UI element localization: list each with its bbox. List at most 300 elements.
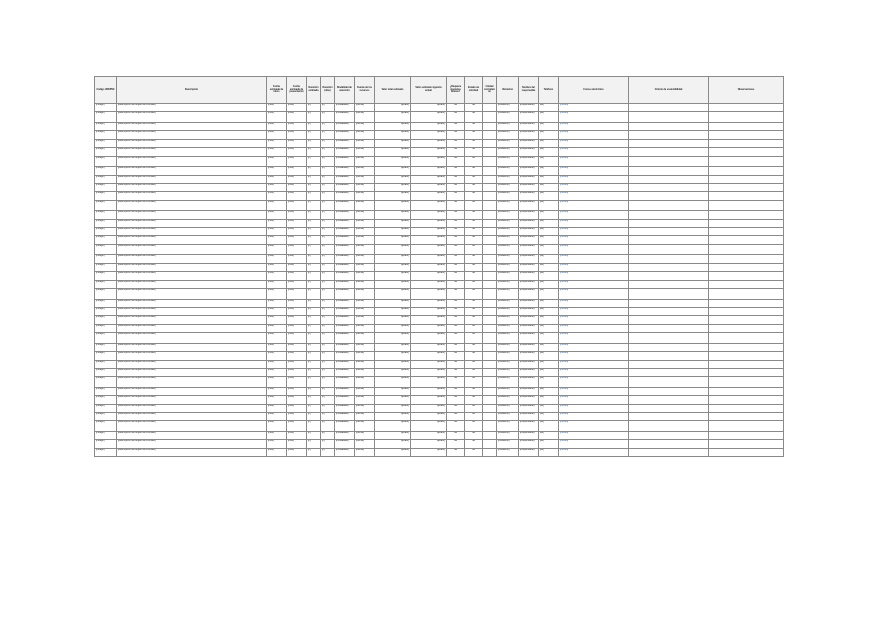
table-row	[95, 139, 784, 147]
table-cell: [tel]	[539, 131, 559, 139]
table-cell: [n]	[321, 255, 335, 263]
table-cell: [n]	[307, 280, 321, 288]
table-cell	[629, 421, 709, 432]
table-cell: $[valor]	[375, 236, 411, 244]
table-cell: [código]	[95, 413, 117, 421]
table-cell: [n]	[307, 148, 321, 156]
table-cell	[709, 263, 784, 271]
table-cell: [n]	[321, 122, 335, 130]
table-cell: $[valor]	[411, 360, 447, 368]
table-cell	[709, 122, 784, 130]
table-cell: [tel]	[539, 413, 559, 421]
table-cell: [fuente]	[355, 432, 375, 440]
table-cell	[629, 289, 709, 300]
table-cell: [fuente]	[355, 255, 375, 263]
table-cell: [descripción del objeto del contrato]	[117, 219, 267, 227]
table-cell: [n]	[321, 289, 335, 300]
table-cell	[629, 343, 709, 351]
table-cell: [responsable]	[519, 148, 539, 156]
table-cell: $[valor]	[411, 255, 447, 263]
table-cell: No	[447, 139, 465, 147]
table-cell: No	[465, 413, 483, 421]
table-cell: $[valor]	[375, 377, 411, 388]
table-cell: [correo]	[559, 200, 629, 211]
table-cell: $[valor]	[411, 396, 447, 404]
table-cell: [descripción del objeto del contrato]	[117, 211, 267, 219]
table-cell: $[valor]	[375, 280, 411, 288]
table-cell	[483, 280, 497, 288]
table-cell: [responsable]	[519, 228, 539, 236]
table-cell: No	[447, 255, 465, 263]
table-cell: [n]	[321, 280, 335, 288]
table-cell: [mes]	[287, 244, 307, 255]
table-cell: [ubicación]	[497, 352, 519, 360]
table-cell: $[valor]	[375, 167, 411, 175]
table-cell: [ubicación]	[497, 343, 519, 351]
table-row	[95, 377, 784, 388]
table-cell: No	[465, 192, 483, 200]
table-cell: [responsable]	[519, 432, 539, 440]
table-cell: [mes]	[267, 236, 287, 244]
table-cell: [tel]	[539, 448, 559, 456]
table-cell: [responsable]	[519, 167, 539, 175]
table-cell: No	[447, 343, 465, 351]
column-header: Código UNSPSC	[95, 77, 117, 104]
table-cell: [responsable]	[519, 236, 539, 244]
table-cell: [correo]	[559, 131, 629, 139]
table-cell: [tel]	[539, 175, 559, 183]
table-cell: [n]	[321, 396, 335, 404]
table-cell: [n]	[307, 448, 321, 456]
table-cell	[483, 167, 497, 175]
table-cell: No	[465, 122, 483, 130]
table-cell: $[valor]	[375, 255, 411, 263]
table-cell: [n]	[307, 219, 321, 227]
table-cell: $[valor]	[375, 228, 411, 236]
table-row	[95, 219, 784, 227]
table-row	[95, 131, 784, 139]
table-cell	[709, 175, 784, 183]
table-cell: [responsable]	[519, 377, 539, 388]
table-cell: No	[465, 360, 483, 368]
table-cell: [tel]	[539, 219, 559, 227]
table-cell: [tel]	[539, 280, 559, 288]
table-cell: [n]	[321, 167, 335, 175]
table-cell: [modalidad]	[335, 200, 355, 211]
table-cell: No	[465, 211, 483, 219]
table-cell: [modalidad]	[335, 413, 355, 421]
table-cell: No	[465, 316, 483, 324]
table-cell: [n]	[307, 211, 321, 219]
table-cell: [modalidad]	[335, 211, 355, 219]
table-cell: [mes]	[267, 432, 287, 440]
table-cell: No	[465, 200, 483, 211]
table-cell: [mes]	[267, 413, 287, 421]
table-cell: [ubicación]	[497, 183, 519, 191]
table-row	[95, 255, 784, 263]
table-row	[95, 396, 784, 404]
column-header: Observaciones	[709, 77, 784, 104]
table-cell: [código]	[95, 308, 117, 316]
table-cell	[709, 255, 784, 263]
table-cell: [descripción del objeto del contrato]	[117, 263, 267, 271]
table-cell: [modalidad]	[335, 156, 355, 167]
table-cell: [correo]	[559, 421, 629, 432]
table-cell	[483, 263, 497, 271]
table-cell	[483, 122, 497, 130]
table-cell	[629, 299, 709, 307]
table-cell: [correo]	[559, 104, 629, 112]
table-cell	[709, 219, 784, 227]
table-cell: [mes]	[267, 200, 287, 211]
table-cell	[709, 211, 784, 219]
table-row	[95, 104, 784, 112]
table-cell: No	[447, 131, 465, 139]
table-cell: [responsable]	[519, 280, 539, 288]
table-cell: $[valor]	[411, 432, 447, 440]
table-row	[95, 244, 784, 255]
table-cell: $[valor]	[375, 352, 411, 360]
table-cell: [tel]	[539, 139, 559, 147]
table-cell: [correo]	[559, 343, 629, 351]
table-cell	[629, 263, 709, 271]
table-cell: [fuente]	[355, 404, 375, 412]
table-cell: [fuente]	[355, 352, 375, 360]
table-cell: [correo]	[559, 387, 629, 395]
table-cell: $[valor]	[411, 368, 447, 376]
table-cell: [descripción del objeto del contrato]	[117, 183, 267, 191]
table-cell: [correo]	[559, 211, 629, 219]
table-cell: $[valor]	[375, 104, 411, 112]
table-cell	[709, 104, 784, 112]
table-row	[95, 343, 784, 351]
table-cell: [modalidad]	[335, 272, 355, 280]
table-cell: [ubicación]	[497, 396, 519, 404]
table-cell: [n]	[307, 139, 321, 147]
table-cell: [código]	[95, 228, 117, 236]
table-cell: [correo]	[559, 236, 629, 244]
table-cell: No	[465, 244, 483, 255]
table-cell: [modalidad]	[335, 280, 355, 288]
table-cell: [n]	[307, 343, 321, 351]
table-cell	[629, 333, 709, 344]
table-cell: [correo]	[559, 244, 629, 255]
table-row	[95, 368, 784, 376]
column-header: ¿Requiere vigencias futuras?	[447, 77, 465, 104]
table-cell: $[valor]	[375, 316, 411, 324]
table-cell: [tel]	[539, 421, 559, 432]
table-row	[95, 200, 784, 211]
table-cell: [modalidad]	[335, 255, 355, 263]
table-cell: [n]	[321, 352, 335, 360]
table-cell: No	[465, 219, 483, 227]
table-cell	[709, 396, 784, 404]
table-cell: [código]	[95, 360, 117, 368]
table-cell: [mes]	[267, 387, 287, 395]
table-cell: No	[465, 333, 483, 344]
table-cell	[629, 167, 709, 175]
table-cell	[629, 211, 709, 219]
table-cell: No	[447, 333, 465, 344]
table-cell: [modalidad]	[335, 308, 355, 316]
table-cell	[709, 440, 784, 448]
table-cell: [ubicación]	[497, 211, 519, 219]
table-cell	[629, 255, 709, 263]
table-cell	[629, 387, 709, 395]
table-cell: No	[465, 377, 483, 388]
table-cell: [modalidad]	[335, 175, 355, 183]
table-cell: [n]	[307, 167, 321, 175]
table-cell	[483, 352, 497, 360]
table-cell: [descripción del objeto del contrato]	[117, 112, 267, 123]
table-cell: [tel]	[539, 192, 559, 200]
table-cell: [descripción del objeto del contrato]	[117, 139, 267, 147]
table-cell: [n]	[321, 175, 335, 183]
table-cell: $[valor]	[411, 175, 447, 183]
table-cell: No	[447, 228, 465, 236]
table-cell: [código]	[95, 112, 117, 123]
table-cell: [n]	[321, 183, 335, 191]
table-cell: [modalidad]	[335, 219, 355, 227]
table-cell: [modalidad]	[335, 183, 355, 191]
table-cell	[483, 183, 497, 191]
table-cell: No	[465, 324, 483, 332]
table-cell: [ubicación]	[497, 192, 519, 200]
table-cell: [fuente]	[355, 272, 375, 280]
table-cell	[629, 112, 709, 123]
table-cell: [modalidad]	[335, 387, 355, 395]
table-cell	[483, 236, 497, 244]
table-cell: [descripción del objeto del contrato]	[117, 413, 267, 421]
table-cell: [responsable]	[519, 244, 539, 255]
table-cell: $[valor]	[411, 139, 447, 147]
header-row	[95, 77, 784, 104]
table-cell: [fuente]	[355, 308, 375, 316]
table-cell: [mes]	[267, 272, 287, 280]
table-cell: [mes]	[287, 112, 307, 123]
table-cell: [n]	[321, 377, 335, 388]
table-cell: [mes]	[287, 131, 307, 139]
table-cell: [correo]	[559, 112, 629, 123]
table-cell: [mes]	[267, 139, 287, 147]
table-cell	[483, 448, 497, 456]
table-cell: [modalidad]	[335, 421, 355, 432]
table-cell	[709, 156, 784, 167]
table-cell: [responsable]	[519, 112, 539, 123]
table-cell: [n]	[307, 183, 321, 191]
table-cell: [responsable]	[519, 104, 539, 112]
table-cell: [mes]	[267, 211, 287, 219]
table-cell: [tel]	[539, 368, 559, 376]
table-cell: [mes]	[267, 255, 287, 263]
table-cell: [ubicación]	[497, 228, 519, 236]
table-cell: [mes]	[287, 272, 307, 280]
table-row	[95, 324, 784, 332]
table-cell: [código]	[95, 167, 117, 175]
table-cell: [mes]	[287, 432, 307, 440]
table-cell	[629, 148, 709, 156]
table-cell: No	[447, 324, 465, 332]
table-cell: No	[447, 413, 465, 421]
table-cell: [responsable]	[519, 308, 539, 316]
table-cell: [descripción del objeto del contrato]	[117, 244, 267, 255]
table-cell: No	[447, 211, 465, 219]
table-cell	[483, 387, 497, 395]
table-row	[95, 299, 784, 307]
table-cell	[483, 299, 497, 307]
table-cell: [n]	[321, 387, 335, 395]
table-cell: [ubicación]	[497, 104, 519, 112]
table-cell: [n]	[321, 404, 335, 412]
table-cell: [correo]	[559, 432, 629, 440]
table-cell	[709, 228, 784, 236]
table-cell: [modalidad]	[335, 404, 355, 412]
table-cell: $[valor]	[411, 421, 447, 432]
table-cell: [tel]	[539, 167, 559, 175]
table-cell: [fuente]	[355, 244, 375, 255]
table-cell: [mes]	[287, 228, 307, 236]
table-cell	[709, 387, 784, 395]
table-cell	[709, 308, 784, 316]
table-row	[95, 360, 784, 368]
table-cell: [n]	[307, 421, 321, 432]
table-cell	[483, 289, 497, 300]
table-cell: [n]	[321, 244, 335, 255]
table-cell: [fuente]	[355, 413, 375, 421]
table-cell: $[valor]	[375, 122, 411, 130]
column-header: Criterio de sostenibilidad	[629, 77, 709, 104]
table-cell: [mes]	[267, 228, 287, 236]
column-header: Modalidad de selección	[335, 77, 355, 104]
table-cell: [n]	[321, 448, 335, 456]
table-cell: [correo]	[559, 255, 629, 263]
table-cell	[483, 219, 497, 227]
table-row	[95, 440, 784, 448]
table-cell: No	[447, 263, 465, 271]
table-cell: [responsable]	[519, 387, 539, 395]
table-cell: [fuente]	[355, 263, 375, 271]
table-cell: [n]	[307, 440, 321, 448]
table-cell: $[valor]	[411, 183, 447, 191]
table-cell: [modalidad]	[335, 324, 355, 332]
table-cell	[629, 104, 709, 112]
table-cell	[483, 333, 497, 344]
table-cell: No	[447, 244, 465, 255]
table-row	[95, 183, 784, 191]
table-cell: [mes]	[267, 219, 287, 227]
table-cell: [código]	[95, 183, 117, 191]
table-cell: $[valor]	[375, 396, 411, 404]
table-cell: [n]	[307, 396, 321, 404]
table-cell: $[valor]	[411, 211, 447, 219]
table-cell	[629, 236, 709, 244]
table-cell: [tel]	[539, 112, 559, 123]
table-cell: [n]	[321, 440, 335, 448]
table-cell: No	[465, 272, 483, 280]
table-row	[95, 236, 784, 244]
table-cell: [n]	[321, 211, 335, 219]
table-cell: No	[447, 200, 465, 211]
table-cell: [fuente]	[355, 440, 375, 448]
table-cell: No	[447, 148, 465, 156]
column-header: Fuente de los recursos	[355, 77, 375, 104]
table-cell	[629, 183, 709, 191]
table-cell	[629, 272, 709, 280]
table-cell	[483, 421, 497, 432]
table-cell: $[valor]	[375, 112, 411, 123]
table-cell: [tel]	[539, 343, 559, 351]
table-cell: [fuente]	[355, 211, 375, 219]
table-cell: $[valor]	[411, 112, 447, 123]
table-row	[95, 175, 784, 183]
table-cell: [modalidad]	[335, 352, 355, 360]
table-cell: [n]	[307, 131, 321, 139]
table-cell: [descripción del objeto del contrato]	[117, 404, 267, 412]
column-header: Ubicación	[497, 77, 519, 104]
table-cell: [correo]	[559, 219, 629, 227]
table-cell: [correo]	[559, 299, 629, 307]
table-cell: [n]	[307, 236, 321, 244]
table-cell: [responsable]	[519, 448, 539, 456]
table-cell: No	[465, 448, 483, 456]
table-cell: [mes]	[287, 352, 307, 360]
table-cell: [descripción del objeto del contrato]	[117, 156, 267, 167]
table-cell: [mes]	[267, 167, 287, 175]
table-cell: [mes]	[287, 316, 307, 324]
table-cell: No	[447, 299, 465, 307]
table-cell: [mes]	[267, 289, 287, 300]
table-cell: [responsable]	[519, 413, 539, 421]
table-cell: [mes]	[287, 263, 307, 271]
table-cell	[629, 139, 709, 147]
table-cell: [mes]	[267, 183, 287, 191]
table-cell: [n]	[307, 122, 321, 130]
table-cell: [responsable]	[519, 360, 539, 368]
table-cell	[483, 112, 497, 123]
table-cell: [fuente]	[355, 316, 375, 324]
table-cell: No	[447, 289, 465, 300]
table-cell: [n]	[321, 219, 335, 227]
table-cell: [modalidad]	[335, 360, 355, 368]
table-cell: $[valor]	[375, 421, 411, 432]
table-cell: [descripción del objeto del contrato]	[117, 448, 267, 456]
table-cell	[483, 104, 497, 112]
table-cell	[629, 122, 709, 130]
table-cell: [n]	[321, 192, 335, 200]
table-cell: [ubicación]	[497, 148, 519, 156]
table-cell: [fuente]	[355, 219, 375, 227]
table-cell: [código]	[95, 333, 117, 344]
table-cell: [modalidad]	[335, 112, 355, 123]
table-cell: [descripción del objeto del contrato]	[117, 289, 267, 300]
table-cell	[709, 244, 784, 255]
table-cell: [responsable]	[519, 324, 539, 332]
table-cell: $[valor]	[411, 387, 447, 395]
table-cell: [responsable]	[519, 352, 539, 360]
table-cell: [responsable]	[519, 396, 539, 404]
table-cell	[629, 316, 709, 324]
table-cell: [n]	[321, 148, 335, 156]
table-cell: [correo]	[559, 440, 629, 448]
table-cell: [mes]	[267, 368, 287, 376]
table-cell: $[valor]	[375, 324, 411, 332]
table-cell: No	[447, 360, 465, 368]
table-cell	[709, 316, 784, 324]
table-cell: No	[447, 432, 465, 440]
table-cell: [responsable]	[519, 299, 539, 307]
table-row	[95, 404, 784, 412]
table-cell: $[valor]	[411, 244, 447, 255]
